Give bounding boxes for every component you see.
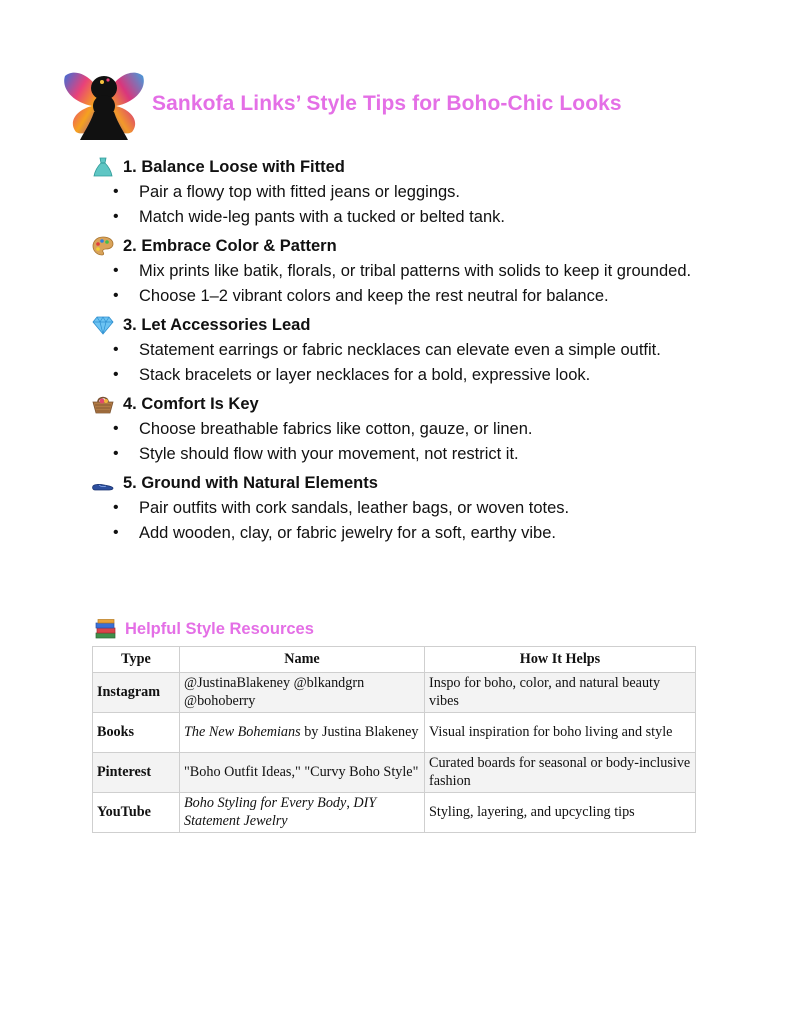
section-heading bbox=[92, 391, 732, 417]
resources-heading-text: Helpful Style Resources bbox=[125, 619, 314, 638]
section-heading-text: 4. Comfort Is Key bbox=[123, 394, 259, 413]
type-cell: YouTube bbox=[93, 793, 180, 833]
section-heading-text: 1. Balance Loose with Fitted bbox=[123, 157, 345, 176]
section-heading bbox=[92, 470, 732, 496]
list-item: • Pair outfits with cork sandals, leather bags, or woven totes. bbox=[92, 496, 732, 521]
dress-icon bbox=[92, 157, 114, 177]
list-item: • Statement earrings or fabric necklaces can elevate even a simple outfit. bbox=[92, 338, 732, 363]
list-item: • Mix prints like batik, florals, or tribal patterns with solids to keep it grounded. bbox=[92, 259, 732, 284]
name-cell bbox=[180, 673, 425, 713]
table-header-row bbox=[93, 647, 696, 673]
name-text-italic: Boho Styling for Every Body bbox=[184, 795, 347, 811]
section-heading bbox=[92, 312, 732, 338]
tip-section-2 bbox=[92, 233, 732, 308]
section-heading bbox=[92, 154, 732, 180]
name-cell bbox=[180, 793, 425, 833]
tip-list bbox=[92, 338, 732, 387]
tip-list bbox=[92, 496, 732, 545]
palette-icon bbox=[92, 236, 114, 256]
type-cell: Pinterest bbox=[93, 753, 180, 793]
column-header-how-it-helps: How It Helps bbox=[425, 647, 696, 673]
tip-list bbox=[92, 417, 732, 466]
gem-icon bbox=[92, 315, 114, 335]
tip-list bbox=[92, 180, 732, 229]
section-heading bbox=[92, 233, 732, 259]
butterfly-silhouette-logo bbox=[62, 66, 146, 140]
helps-cell: Curated boards for seasonal or body-inclusive fashion bbox=[425, 753, 696, 793]
helps-cell: Visual inspiration for boho living and style bbox=[425, 713, 696, 753]
tip-section-1 bbox=[92, 154, 732, 229]
name-cell bbox=[180, 713, 425, 753]
section-heading-text: 5. Ground with Natural Elements bbox=[123, 473, 378, 492]
list-item: • Stack bracelets or layer necklaces for a bold, expressive look. bbox=[92, 363, 732, 388]
column-header-type: Type bbox=[93, 647, 180, 673]
basket-icon bbox=[92, 394, 114, 414]
tip-section-5 bbox=[92, 470, 732, 545]
column-header-name: Name bbox=[180, 647, 425, 673]
helps-cell: Inspo for boho, color, and natural beauty vibes bbox=[425, 673, 696, 713]
books-icon bbox=[95, 619, 117, 639]
list-item: • Choose breathable fabrics like cotton, gauze, or linen. bbox=[92, 417, 732, 442]
name-text: by Justina Blakeney bbox=[300, 723, 419, 740]
name-cell bbox=[180, 753, 425, 793]
helps-cell: Styling, layering, and upcycling tips bbox=[425, 793, 696, 833]
table-row bbox=[93, 753, 696, 793]
type-cell: Books bbox=[93, 713, 180, 753]
list-item: • Match wide-leg pants with a tucked or belted tank. bbox=[92, 205, 732, 230]
list-item: • Style should flow with your movement, not restrict it. bbox=[92, 442, 732, 467]
style-tips-list bbox=[92, 154, 732, 545]
type-cell: Instagram bbox=[93, 673, 180, 713]
flat-shoe-icon bbox=[92, 473, 114, 493]
name-text-italic: DIY Statement Jewelry bbox=[184, 795, 377, 829]
resources-heading bbox=[95, 619, 314, 639]
tip-section-3 bbox=[92, 312, 732, 387]
name-text: @JustinaBlakeney @blkandgrn @bohoberry bbox=[184, 675, 365, 709]
section-heading-text: 2. Embrace Color & Pattern bbox=[123, 236, 337, 255]
table-row bbox=[93, 713, 696, 753]
tip-section-4 bbox=[92, 391, 732, 466]
list-item: • Add wooden, clay, or fabric jewelry for a soft, earthy vibe. bbox=[92, 521, 732, 546]
name-text: "Boho Outfit Ideas," "Curvy Boho Style" bbox=[184, 763, 419, 780]
name-text: , bbox=[346, 795, 354, 811]
list-item: • Choose 1–2 vibrant colors and keep the rest neutral for balance. bbox=[92, 284, 732, 309]
table-row bbox=[93, 793, 696, 833]
list-item: • Pair a flowy top with fitted jeans or leggings. bbox=[92, 180, 732, 205]
document-title: Sankofa Links’ Style Tips for Boho-Chic Looks bbox=[152, 92, 622, 115]
resources-table bbox=[92, 646, 696, 833]
section-heading-text: 3. Let Accessories Lead bbox=[123, 315, 311, 334]
tip-list bbox=[92, 259, 732, 308]
table-row bbox=[93, 673, 696, 713]
name-text-italic: The New Bohemians bbox=[184, 723, 301, 740]
